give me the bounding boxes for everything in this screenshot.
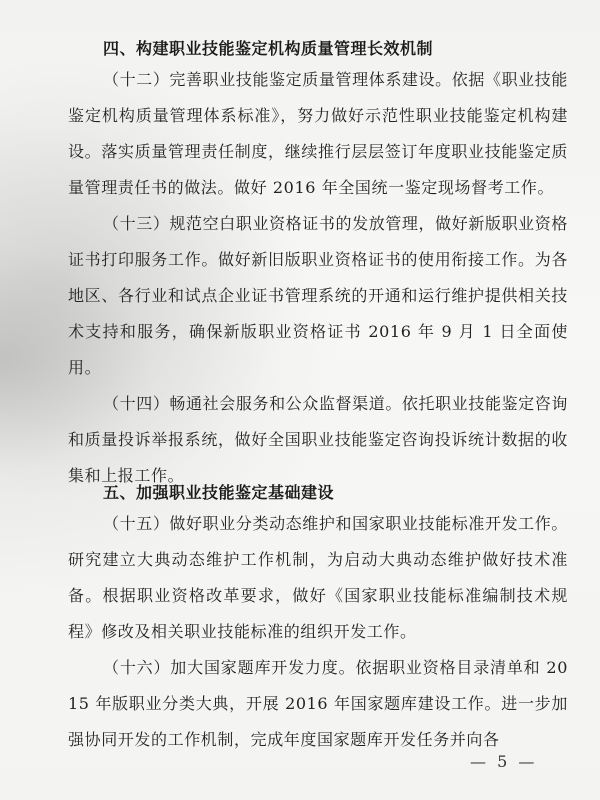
paragraph-16: （十六）加大国家题库开发力度。依据职业资格目录清单和 2015 年版职业分类大典，开展 2016 年国家题库建设工作。进一步加强协同开发的工作机制，完成年度国家题库开发任务并向各: [68, 658, 568, 749]
page-number: — 5 —: [470, 752, 538, 771]
paragraph-15: （十五）做好职业分类动态维护和国家职业技能标准开发工作。研究建立大典动态维护工作机制，为启动大典动态维护做好技术准备。根据职业资格改革要求，做好《国家职业技能标准编制技术规程》修改及相关职业技能标准的组织开发工作。: [68, 514, 568, 641]
section-heading-5: 五、加强职业技能鉴定基础建设: [103, 483, 335, 502]
section-5-body: [68, 506, 568, 758]
section-4-body: [68, 62, 568, 494]
section-heading-4: 四、构建职业技能鉴定机构质量管理长效机制: [103, 39, 434, 58]
paragraph-14: （十四）畅通社会服务和公众监督渠道。依托职业技能鉴定咨询和质量投诉举报系统，做好全国职业技能鉴定咨询投诉统计数据的收集和上报工作。: [68, 394, 568, 485]
paragraph-13: （十三）规范空白职业资格证书的发放管理，做好新版职业资格证书打印服务工作。做好新旧版职业资格证书的使用衔接工作。为各地区、各行业和试点企业证书管理系统的开通和运行维护提供相关技术支持和服务，确保新版职业资格证书 2016 年 9 月 1 日全面使用。: [68, 214, 568, 377]
paragraph-12: （十二）完善职业技能鉴定质量管理体系建设。依据《职业技能鉴定机构质量管理体系标准》，努力做好示范性职业技能鉴定机构建设。落实质量管理责任制度，继续推行层层签订年度职业技能鉴定质量管理责任书的做法。做好 2016 年全国统一鉴定现场督考工作。: [68, 70, 568, 197]
